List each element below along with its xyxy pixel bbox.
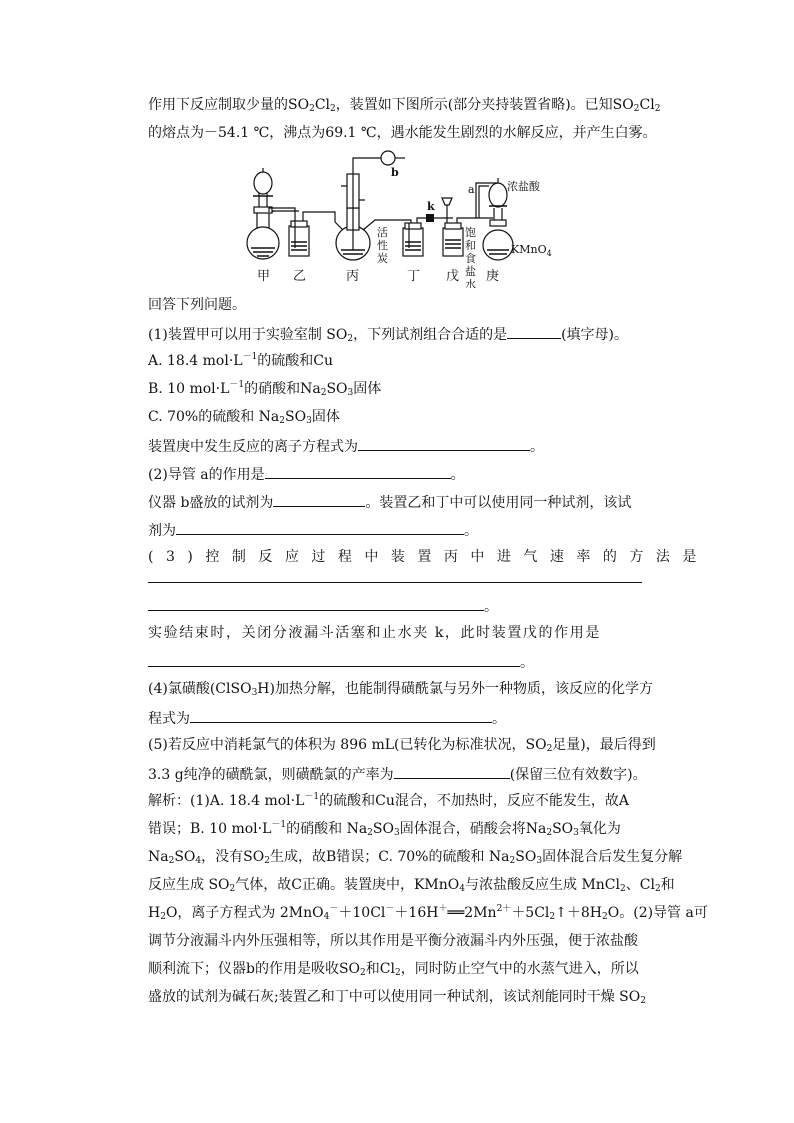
- q2-line-3: [148, 520, 478, 540]
- q3-second-end: [148, 652, 534, 672]
- subscript: 2: [620, 884, 626, 894]
- text: ＋16H: [394, 905, 439, 921]
- subscript: 2: [394, 968, 401, 978]
- answer-blank[interactable]: [176, 520, 464, 535]
- text: 和Cl: [365, 961, 395, 977]
- subscript: 4: [323, 912, 330, 922]
- text: 和: [660, 877, 675, 893]
- text: 的硫酸和Cu: [257, 353, 334, 369]
- text: SO: [326, 381, 348, 397]
- answer-blank[interactable]: [265, 464, 451, 479]
- q2-line-2: [148, 492, 631, 512]
- text: 气体，故C正确。装置庚中，KMnO: [235, 877, 460, 893]
- text: 实验结束时，关闭分液漏斗活塞和止水夹 k，此时装置戊的作用是: [148, 625, 601, 641]
- subscript: 2: [279, 416, 286, 426]
- label-a: a: [468, 183, 475, 196]
- apparatus-diagram: [243, 150, 553, 288]
- intro-line-1: [148, 96, 660, 114]
- label-jia: 甲: [257, 269, 271, 284]
- subscript: 2: [640, 996, 646, 1006]
- text: 的硝酸和Na: [244, 381, 321, 397]
- superscript: －1: [242, 352, 258, 362]
- question-intro: [148, 296, 246, 314]
- subscript: 3: [573, 828, 579, 838]
- answer-blank[interactable]: [358, 436, 530, 451]
- text: ，同时防止空气中的水蒸气进入，所以: [400, 961, 639, 977]
- label-bing: 丙: [346, 269, 360, 284]
- text: 仪器 b盛放的试剂为: [148, 495, 274, 511]
- label-hcl: 浓盐酸: [507, 180, 540, 193]
- text: 。: [484, 599, 498, 615]
- subscript: 4: [459, 884, 465, 894]
- text: 的硫酸和Cu混合，不加热时，反应不能发生，故A: [319, 793, 629, 809]
- answer-blank[interactable]: [148, 596, 484, 611]
- text: ，下列试剂组合合适的是: [353, 327, 508, 343]
- subscript: 2: [264, 856, 270, 866]
- subscript: 2: [320, 388, 327, 398]
- label-kmno4: KMnO$_4$: [511, 243, 552, 258]
- subscript: 4: [195, 856, 202, 866]
- text: 3.3 g纯净的磺酰氯，则磺酰氯的产率为: [148, 767, 394, 783]
- text: (1)装置甲可以用于实验室制 SO: [148, 327, 348, 343]
- superscript: 2＋: [496, 904, 512, 914]
- label-yi: 乙: [293, 269, 307, 284]
- analysis-line-7: [148, 960, 639, 978]
- text: B. 10 mol·L: [148, 381, 230, 397]
- q3-stem: [148, 548, 709, 566]
- text: Na: [148, 849, 169, 865]
- bottle-yi: [289, 226, 309, 256]
- text: 剂为: [148, 523, 176, 539]
- text: SO: [515, 849, 537, 865]
- text: H: [148, 905, 161, 921]
- subscript: 2: [347, 334, 354, 344]
- text: (填字母)。: [561, 327, 629, 343]
- answer-line[interactable]: [148, 582, 642, 583]
- subscript: 2: [229, 884, 236, 894]
- text: 。: [520, 655, 534, 671]
- subscript: 2: [509, 856, 516, 866]
- analysis-line-2: [148, 820, 621, 838]
- brine-label-1: 饱: [465, 226, 476, 239]
- text: (保留三位有效数字)。: [509, 767, 647, 783]
- text: 固体混合后发生复分解: [542, 849, 683, 865]
- text: 。: [492, 711, 506, 727]
- subscript: 2: [602, 912, 608, 922]
- text: A. 18.4 mol·L: [148, 353, 243, 369]
- text: 、Cl: [625, 877, 655, 893]
- stopcock-k: [426, 214, 434, 222]
- q1-option-c: [148, 408, 340, 426]
- text: 的熔点为－54.1 ℃，沸点为69.1 ℃，遇水能发生剧烈的水解反应，并产生白雾。: [148, 125, 657, 141]
- brine-label-3: 食: [465, 252, 476, 265]
- subscript: 2: [633, 104, 640, 114]
- text: 固体: [311, 409, 340, 425]
- subscript: 3: [306, 416, 312, 426]
- text: 。: [464, 523, 478, 539]
- superscript: －1: [304, 792, 320, 802]
- text: 固体: [353, 381, 382, 397]
- answer-blank[interactable]: [148, 652, 520, 667]
- bottle-wu: [443, 228, 463, 256]
- text: (2)导管 a的作用是: [148, 467, 265, 483]
- subscript: 2: [309, 104, 315, 114]
- q5-line-1: [148, 736, 656, 754]
- text: 程式为: [148, 711, 190, 727]
- superscript: －: [385, 904, 395, 914]
- text: O。(2)导管 a可: [607, 905, 708, 921]
- label-geng: 庚: [486, 269, 500, 284]
- q3-line-end: [148, 596, 498, 616]
- subscript: 2: [160, 912, 166, 922]
- q4-line-2: [148, 708, 506, 728]
- text: SO: [285, 409, 307, 425]
- subscript: 2: [549, 912, 556, 922]
- brine-label-2: 和: [465, 239, 476, 252]
- answer-blank[interactable]: [394, 764, 510, 779]
- subscript: 2: [654, 104, 661, 114]
- analysis-line-6: [148, 932, 638, 950]
- subscript: 3: [393, 828, 400, 838]
- answer-blank[interactable]: [190, 708, 492, 723]
- text: Cl: [314, 97, 331, 113]
- text: 调节分液漏斗内外压强相等，所以其作用是平衡分液漏斗内外压强，便于浓盐酸: [148, 933, 638, 949]
- subscript: 3: [251, 688, 258, 698]
- text: 装置庚中发生反应的离子方程式为: [148, 439, 358, 455]
- label-ding: 丁: [407, 269, 421, 284]
- brine-label-4: 盐: [465, 265, 476, 278]
- drying-tube-b: [381, 151, 395, 165]
- text: 错误；B. 10 mol·L: [148, 821, 272, 837]
- text: (5)若反应中消耗氯气的体积为 896 mL(已转化为标准状况，SO: [148, 737, 547, 753]
- analysis-line-1: [148, 792, 629, 810]
- text: 反应生成 SO: [148, 877, 230, 893]
- flask-geng: [483, 230, 513, 260]
- text: 回答下列问题。: [148, 297, 246, 313]
- superscript: －: [329, 904, 339, 914]
- q1-option-b: [148, 380, 381, 398]
- charcoal-label-1: 活: [377, 226, 388, 239]
- q1-stem: [148, 324, 628, 344]
- text: O，离子方程式为 2MnO: [165, 905, 324, 921]
- text: ＋10Cl: [338, 905, 386, 921]
- superscript: －1: [271, 820, 287, 830]
- subscript: 2: [546, 744, 553, 754]
- q3-second: [148, 624, 601, 642]
- subscript: 2: [367, 828, 373, 838]
- superscript: －1: [229, 380, 245, 390]
- charcoal-label-2: 性: [377, 239, 388, 252]
- q5-line-2: [148, 764, 647, 784]
- text: 顺利流下；仪器b的作用是吸收SO: [148, 961, 361, 977]
- text: (4)氯磺酸(ClSO: [148, 681, 252, 697]
- text: C. 70%的硫酸和 Na: [148, 409, 280, 425]
- text: ══2Mn: [447, 905, 497, 921]
- text: 的硝酸和 Na: [286, 821, 368, 837]
- q4-line-1: [148, 680, 653, 698]
- q2-line-1: [148, 464, 465, 484]
- text: 解析：(1)A. 18.4 mol·L: [148, 793, 305, 809]
- analysis-line-5: [148, 904, 708, 922]
- subscript: 3: [347, 388, 354, 398]
- text: 氧化为: [578, 821, 621, 837]
- charcoal-label-3: 炭: [377, 252, 388, 265]
- text: 。: [450, 467, 465, 483]
- q1-ion-equation: [148, 436, 544, 456]
- text: 作用下反应制取少量的SO: [148, 97, 310, 113]
- label-k: k: [427, 200, 435, 213]
- text: Cl: [639, 97, 655, 113]
- analysis-line-3: [148, 848, 682, 866]
- text: ＋5Cl: [511, 905, 550, 921]
- analysis-line-8: [148, 988, 646, 1006]
- answer-blank[interactable]: [507, 324, 561, 339]
- text: 。装置乙和丁中可以使用同一种试剂，该试: [365, 495, 632, 511]
- text: 盛放的试剂为碱石灰;装置乙和丁中可以使用同一种试剂，该试剂能同时干燥 SO: [148, 989, 641, 1005]
- intro-line-2: [148, 124, 657, 142]
- text: H)加热分解，也能制得磺酰氯与另外一种物质，该反应的化学方: [257, 681, 653, 697]
- label-b: b: [391, 166, 399, 179]
- q1-option-a: [148, 352, 333, 370]
- text: ，没有SO: [201, 849, 265, 865]
- text: 。: [530, 439, 544, 455]
- superscript: ＋: [438, 904, 448, 914]
- subscript: 3: [536, 856, 543, 866]
- text: 生成，故B错误；C. 70%的硫酸和 Na: [269, 849, 510, 865]
- subscript: 2: [360, 968, 366, 978]
- subscript: 2: [654, 884, 661, 894]
- brine-label-5: 水: [465, 278, 476, 288]
- text: SO: [372, 821, 394, 837]
- analysis-line-4: [148, 876, 675, 894]
- text: 与浓盐酸反应生成 MnCl: [465, 877, 620, 893]
- text: SO: [174, 849, 196, 865]
- text: ，装置如下图所示(部分夹持装置省略)。已知SO: [335, 97, 634, 113]
- text: SO: [552, 821, 574, 837]
- text: (3)控制反应过程中装置丙中进气速率的方法是: [148, 549, 709, 565]
- flask-jia: [247, 227, 279, 259]
- answer-blank[interactable]: [273, 492, 365, 507]
- text: 足量)，最后得到: [552, 737, 656, 753]
- subscript: 2: [330, 104, 336, 114]
- text: ↑＋8H: [555, 905, 603, 921]
- subscript: 2: [546, 828, 553, 838]
- subscript: 2: [168, 856, 175, 866]
- label-wu: 戊: [446, 269, 460, 284]
- text: 固体混合，硝酸会将Na: [399, 821, 547, 837]
